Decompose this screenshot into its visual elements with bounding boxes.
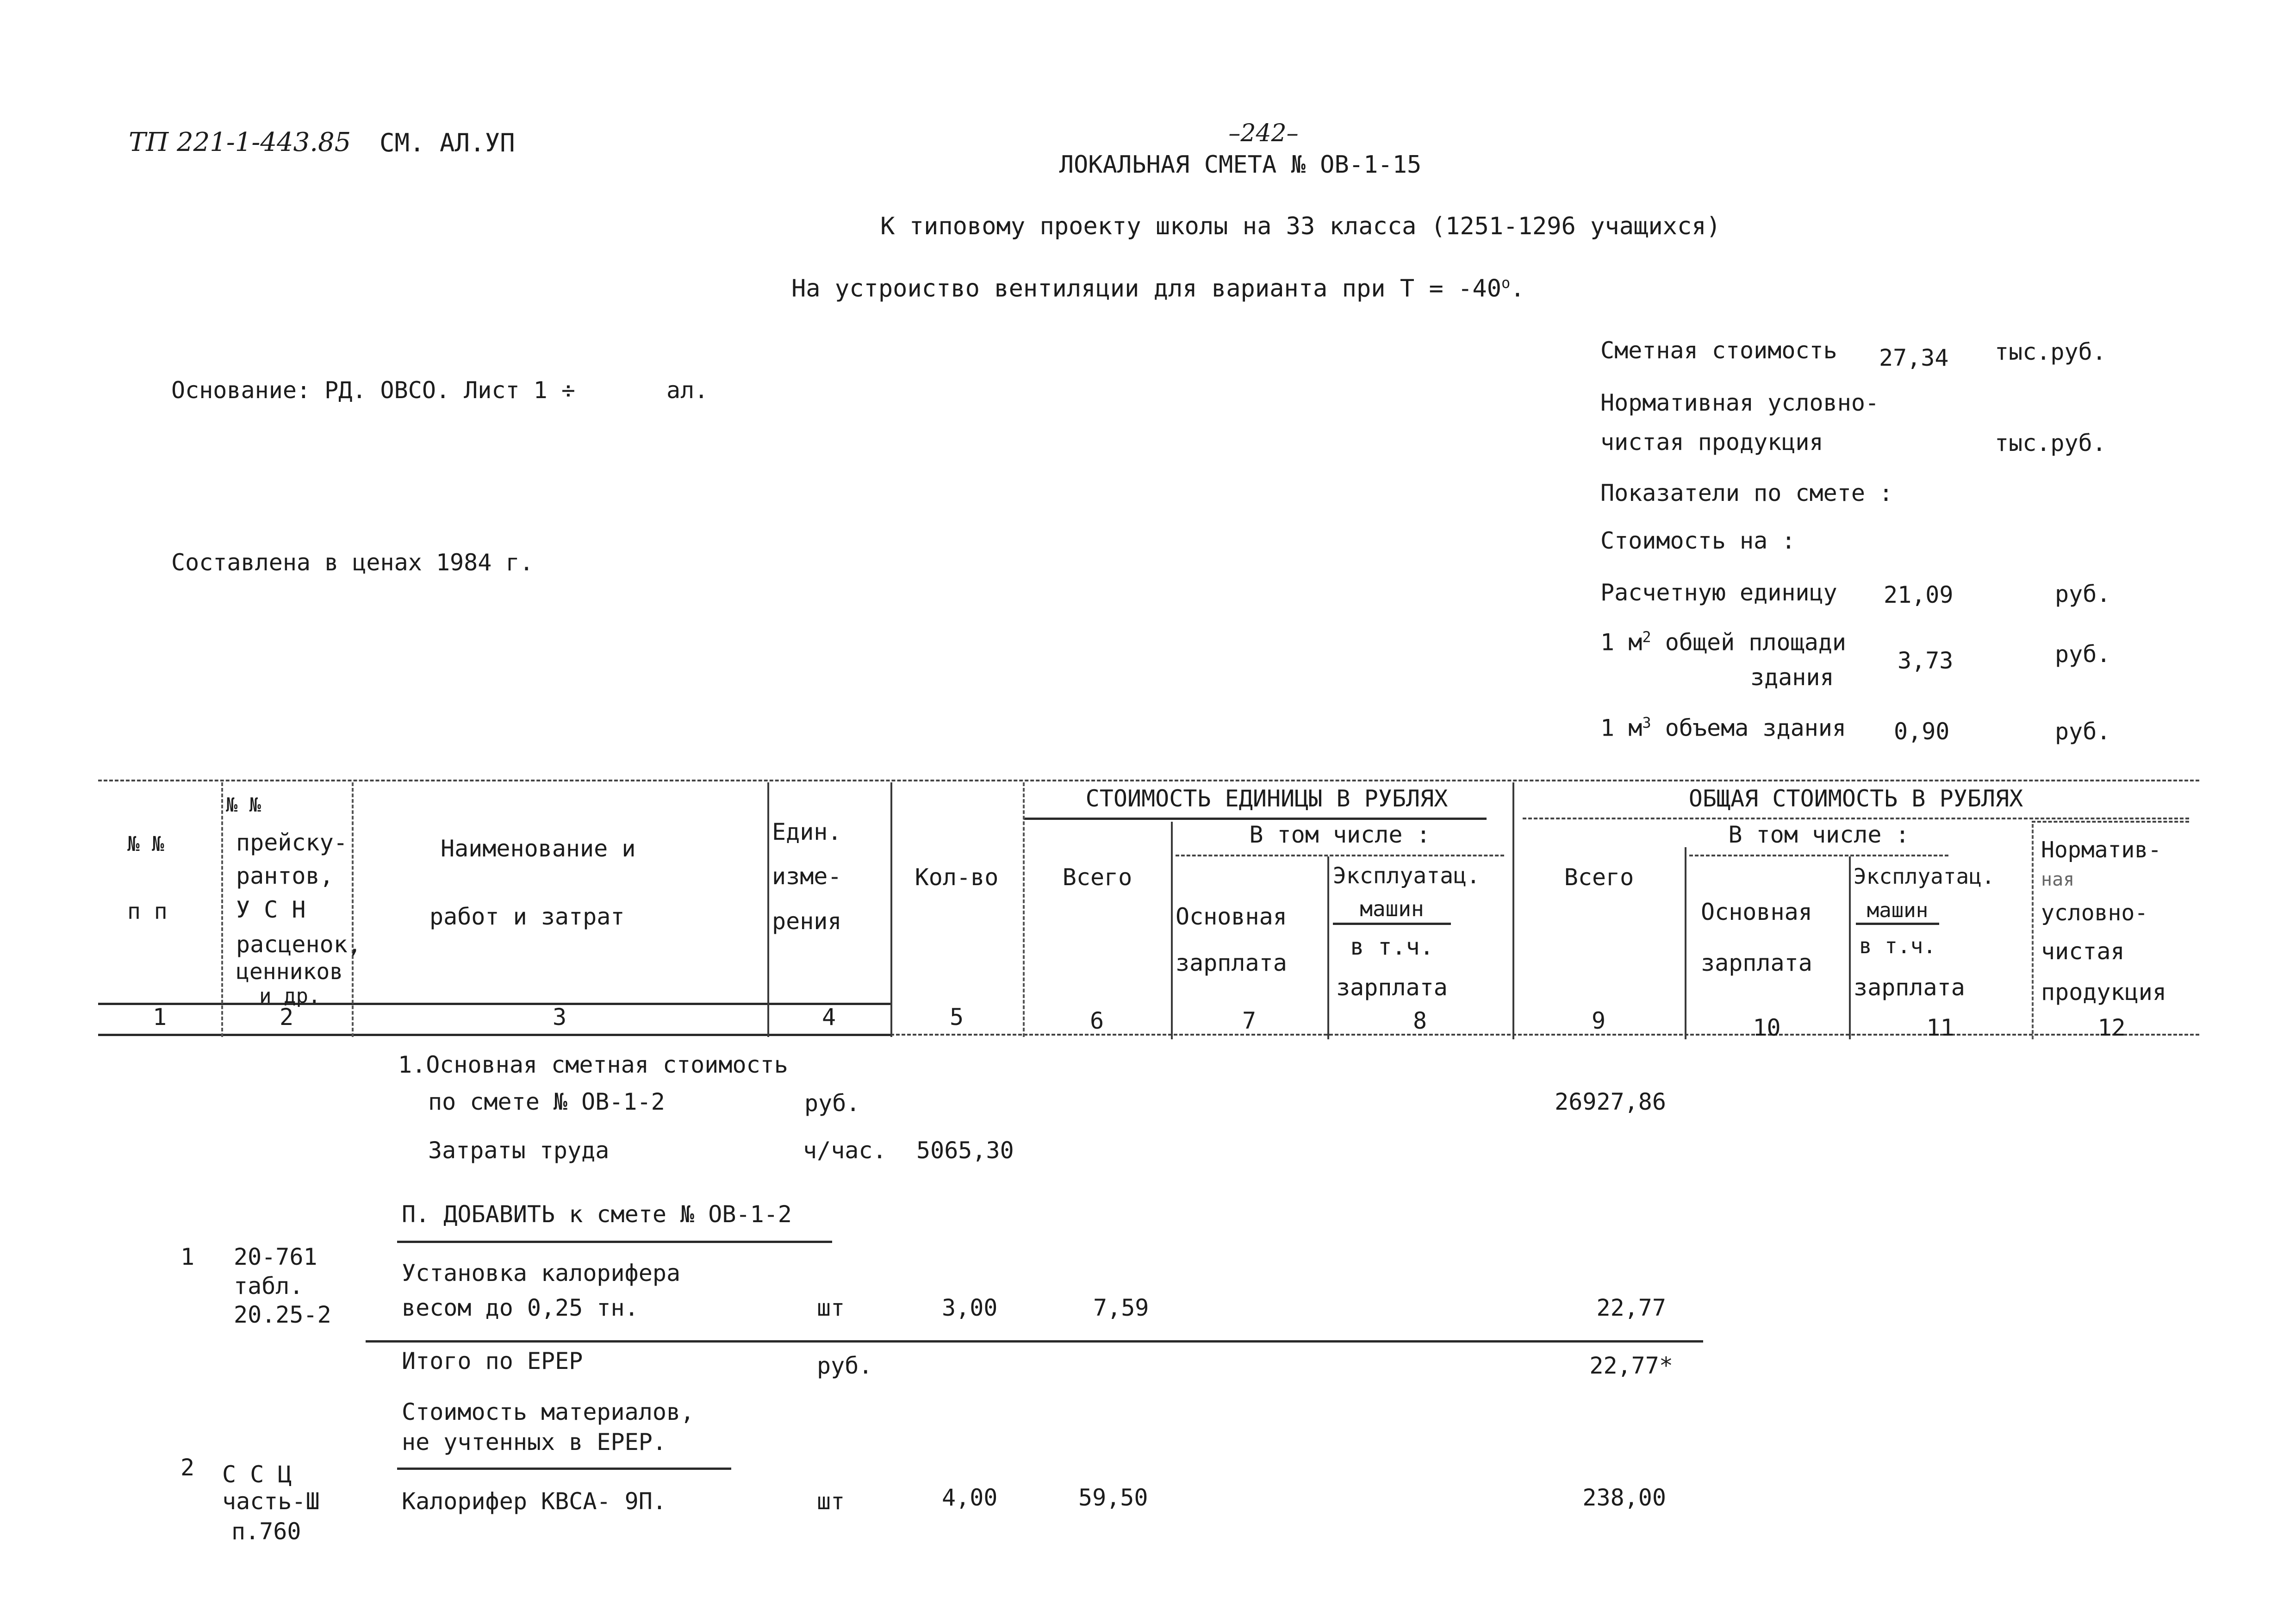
- estimated-cost-label: Сметная стоимость: [1600, 337, 1837, 364]
- estimate-title: ЛОКАЛЬНАЯ СМЕТА № ОВ-1-15: [1059, 151, 1422, 179]
- estimate-basis-suffix: ал.: [666, 377, 709, 404]
- col-number: 12: [2097, 1014, 2126, 1041]
- base-cost-unit: руб.: [804, 1090, 860, 1117]
- col8-header-1: Эксплуатац.: [1333, 863, 1480, 889]
- col-number: 7: [1242, 1007, 1257, 1034]
- col-divider-10: [1849, 856, 1851, 1039]
- area-cost-value: 3,73: [1898, 647, 1954, 674]
- row-1-underline: [366, 1340, 1703, 1343]
- indicators-label: Показатели по смете :: [1600, 480, 1893, 506]
- col12-header-5: продукция: [2041, 979, 2166, 1006]
- row-1-qty: 3,00: [942, 1294, 998, 1321]
- materials-label-2: не учтенных в ЕРЕР.: [402, 1429, 666, 1455]
- unit-cost-incl-rule: [1176, 855, 1504, 856]
- area-label: общей площади: [1665, 629, 1847, 656]
- col3-header-2: работ и затрат: [429, 903, 625, 930]
- subtotal-label: Итого по ЕРЕР: [402, 1348, 583, 1374]
- total-cost-group-rule: [1523, 818, 2189, 819]
- row-1-unit: шт: [817, 1294, 845, 1321]
- row-2-number: 2: [180, 1454, 195, 1481]
- materials-label-1: Стоимость материалов,: [402, 1399, 695, 1425]
- section-2-heading: П. ДОБАВИТЬ к смете № ОВ-1-2: [402, 1201, 792, 1228]
- purpose-text: На устроиство вентиляции для варианта при Т = -40: [791, 275, 1502, 303]
- col-divider-4: [890, 782, 892, 1037]
- estimated-cost-unit: тыс.руб.: [1995, 338, 2106, 365]
- normative-rule: [2032, 821, 2189, 823]
- estimate-subtitle: К типовому проекту школы на 33 класса (1251-1296 учащихся): [880, 212, 1721, 240]
- labor-unit: ч/час.: [803, 1137, 887, 1164]
- base-cost-line-1: 1.Основная сметная стоимость: [398, 1051, 788, 1078]
- page-number: –242–: [1228, 119, 1299, 147]
- col-divider-6: [1171, 822, 1173, 1039]
- col5-header: Кол-во: [915, 864, 999, 891]
- col-number: 4: [821, 1004, 836, 1031]
- col2-header-7: и др.: [259, 984, 321, 1008]
- table-top-rule: [98, 780, 2199, 781]
- col-divider-8: [1512, 782, 1514, 1039]
- col-divider-1: [221, 782, 223, 1037]
- volume-prefix: 1 м: [1600, 714, 1643, 742]
- materials-underline: [397, 1468, 731, 1470]
- volume-cost-label: [1600, 715, 1846, 740]
- estimate-purpose: [791, 274, 1525, 303]
- area-cost-unit: руб.: [2055, 641, 2111, 668]
- subtotal-unit: руб.: [817, 1352, 873, 1379]
- row-1-total: 22,77: [1596, 1294, 1666, 1321]
- purpose-degree: о: [1501, 274, 1511, 292]
- volume-superscript: 3: [1642, 714, 1651, 731]
- row-1-code-2: табл.: [234, 1273, 304, 1299]
- unit-cost-incl-header: В том числе :: [1249, 821, 1431, 848]
- row-1-code-3: 20.25-2: [234, 1301, 331, 1328]
- labor-label: Затраты труда: [428, 1137, 610, 1164]
- col-divider-3: [767, 782, 769, 1037]
- col12-header-1: Норматив-: [2041, 837, 2162, 863]
- area-label-2: здания: [1750, 664, 1834, 691]
- col-divider-5: [1023, 782, 1025, 1037]
- row-1-name-2: весом до 0,25 тн.: [402, 1294, 639, 1321]
- col-number: 3: [552, 1004, 567, 1031]
- normative-label-2: чистая продукция: [1600, 429, 1823, 456]
- volume-label: объема здания: [1665, 714, 1847, 742]
- col-number: 6: [1089, 1007, 1104, 1034]
- col2-header-5: расценок,: [236, 931, 361, 958]
- volume-cost-value: 0,90: [1894, 718, 1950, 745]
- total-cost-incl-header: В том числе :: [1728, 821, 1910, 848]
- col4-header-3: рения: [772, 908, 842, 935]
- volume-cost-unit: руб.: [2055, 718, 2111, 745]
- unit-cost-group-rule: [1024, 818, 1487, 820]
- total-cost-group-header: ОБЩАЯ СТОИМОСТЬ В РУБЛЯХ: [1688, 785, 2023, 812]
- estimated-cost-value: 27,34: [1879, 344, 1949, 371]
- col-number: 9: [1591, 1007, 1606, 1034]
- machines-underline-1: [1333, 923, 1451, 925]
- col8-header-3: в т.ч.: [1350, 933, 1434, 960]
- col4-header-2: изме-: [772, 863, 842, 890]
- total-cost-incl-rule: [1689, 855, 1948, 856]
- col3-header-1: Наименование и: [441, 835, 636, 862]
- estimate-basis: Основание: РД. ОВСО. Лист 1 ÷: [171, 377, 575, 404]
- price-base: Составлена в ценах 1984 г.: [171, 549, 534, 576]
- col11-header-2: машин: [1867, 899, 1929, 922]
- machines-underline-2: [1856, 923, 1939, 925]
- col-divider-2: [352, 782, 354, 1037]
- col-divider-9: [1685, 847, 1686, 1039]
- row-1-number: 1: [180, 1243, 195, 1270]
- numbers-rule: [98, 1003, 890, 1005]
- col2-header-1: № №: [226, 793, 261, 816]
- row-2-unit-price: 59,50: [1078, 1484, 1148, 1511]
- col4-header-1: Един.: [772, 818, 842, 845]
- row-2-code-1: С С Ц: [222, 1461, 292, 1488]
- area-prefix: 1 м: [1600, 629, 1643, 656]
- col12-header-4: чистая: [2041, 938, 2125, 965]
- purpose-end: .: [1510, 275, 1525, 303]
- table-header-bottom-rule: [98, 1034, 890, 1036]
- row-1-code-1: 20-761: [234, 1243, 317, 1270]
- col12-header-2: ная: [2041, 869, 2075, 890]
- row-1-name-1: Установка калорифера: [402, 1260, 681, 1287]
- col-number: 1: [152, 1004, 167, 1031]
- row-1-unit-price: 7,59: [1093, 1294, 1149, 1321]
- col9-header: Всего: [1564, 864, 1634, 891]
- row-2-unit: шт: [817, 1488, 845, 1515]
- col-divider-11: [2032, 824, 2034, 1039]
- normative-label: Нормативная условно-: [1600, 389, 1879, 416]
- document-code: ТП 221-1-443.85: [129, 127, 351, 157]
- col8-header-4: зарплата: [1336, 974, 1448, 1001]
- col7-header-2: зарплата: [1176, 949, 1287, 976]
- col12-header-3: условно-: [2041, 900, 2148, 926]
- row-2-code-3: п.760: [231, 1518, 301, 1545]
- col8-header-2: машин: [1360, 896, 1424, 921]
- col1-header-2: п п: [127, 899, 168, 924]
- base-cost-line-2: по смете № ОВ-1-2: [428, 1088, 665, 1115]
- col11-header-1: Эксплуатац.: [1854, 864, 1995, 889]
- col10-header-1: Основная: [1701, 899, 1812, 925]
- col-number: 11: [1926, 1014, 1954, 1041]
- col-number: 2: [279, 1004, 294, 1031]
- col10-header-2: зарплата: [1701, 949, 1812, 976]
- col6-header: Всего: [1062, 864, 1132, 891]
- unit-cost-value: 21,09: [1884, 581, 1954, 608]
- normative-unit: тыс.руб.: [1995, 430, 2106, 456]
- labor-qty: 5065,30: [916, 1137, 1014, 1164]
- unit-cost-unit: руб.: [2055, 581, 2111, 607]
- col7-header-1: Основная: [1176, 903, 1287, 930]
- row-2-name: Калорифер КВСА- 9П.: [402, 1488, 666, 1515]
- subtotal-value: 22,77*: [1589, 1352, 1673, 1379]
- col-number: 8: [1412, 1007, 1427, 1034]
- col2-header-4: У С Н: [236, 896, 306, 923]
- col11-header-4: зарплата: [1854, 974, 1965, 1001]
- col2-header-3: рантов,: [236, 862, 334, 889]
- unit-cost-label: Расчетную единицу: [1600, 579, 1837, 606]
- area-superscript: 2: [1642, 628, 1651, 646]
- col11-header-3: в т.ч.: [1859, 933, 1936, 958]
- row-2-qty: 4,00: [942, 1484, 998, 1511]
- col-number: 10: [1753, 1014, 1781, 1041]
- row-2-total: 238,00: [1582, 1484, 1666, 1511]
- base-cost-total: 26927,86: [1555, 1088, 1666, 1115]
- col-number: 5: [949, 1004, 964, 1031]
- area-cost-label: [1600, 630, 1846, 654]
- album-reference: СМ. АЛ.УП: [380, 128, 515, 157]
- col2-header-6: ценников: [236, 959, 343, 985]
- section-2-underline: [397, 1241, 832, 1243]
- cost-per-label: Стоимость на :: [1600, 527, 1796, 554]
- row-2-code-2: часть-Ш: [222, 1488, 320, 1515]
- unit-cost-group-header: СТОИМОСТЬ ЕДИНИЦЫ В РУБЛЯХ: [1085, 785, 1448, 812]
- col1-header-1: № №: [127, 832, 164, 856]
- col2-header-2: прейску-: [236, 829, 348, 856]
